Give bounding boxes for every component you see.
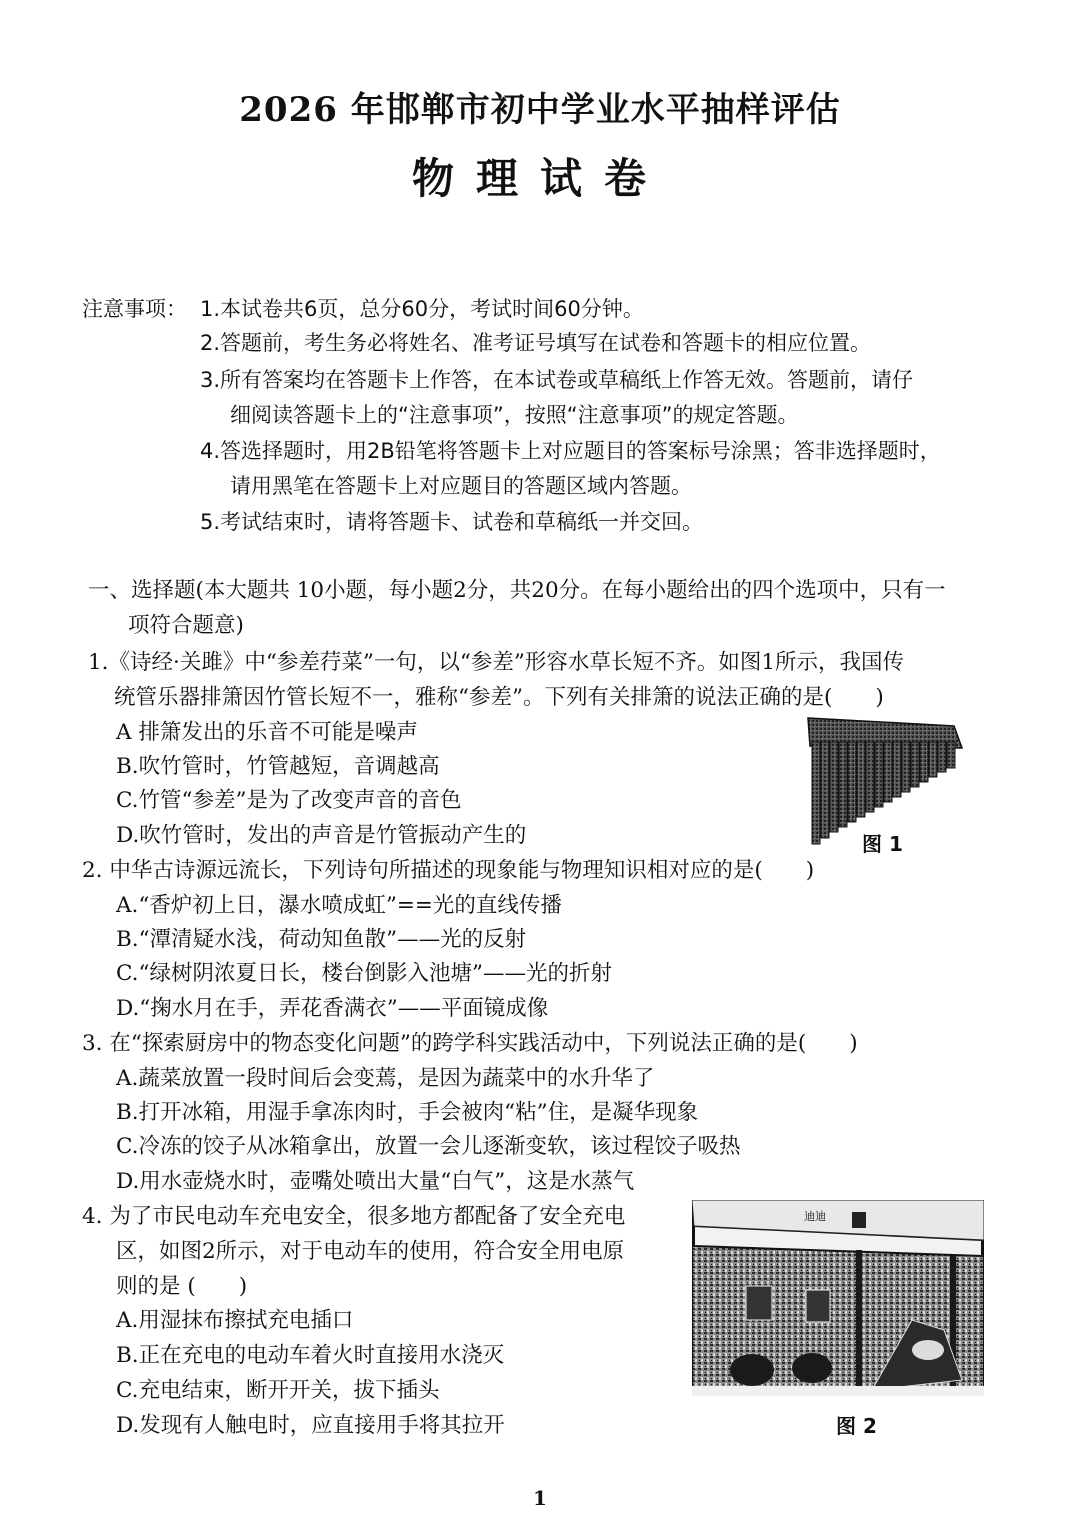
question-1-option-a: A 排箫发出的乐音不可能是噪声: [116, 720, 418, 745]
question-1-option-b: B.吹竹管时，竹管越短，音调越高: [116, 754, 440, 779]
notice-item-4-cont: 请用黑笔在答题卡上对应题目的答题区域内答题。: [230, 474, 692, 498]
page-number: 1: [533, 1486, 547, 1510]
section-heading-cont: 项符合题意): [128, 613, 244, 638]
exam-subject: 物理试卷: [411, 154, 668, 203]
question-4-stem-cont-1: 区，如图2所示，对于电动车的使用，符合安全用电原: [116, 1239, 625, 1264]
figure-1-caption: 图 1: [862, 832, 903, 856]
figure-2-caption: 图 2: [836, 1414, 877, 1438]
charging-station-figure: [692, 1200, 984, 1396]
exam-title: 2026 年邯郸市初中学业水平抽样评估: [239, 90, 841, 130]
question-4-option-a: A.用湿抹布擦拭充电插口: [116, 1308, 354, 1333]
question-3-stem: 3. 在“探索厨房中的物态变化问题”的跨学科实践活动中，下列说法正确的是( ): [82, 1031, 858, 1056]
question-4-stem: 4. 为了市民电动车充电安全，很多地方都配备了安全充电: [82, 1204, 626, 1229]
question-2-stem: 2. 中华古诗源远流长，下列诗句所描述的现象能与物理知识相对应的是( ): [82, 858, 815, 883]
question-2-option-d: D.“掬水月在手，弄花香满衣”——平面镜成像: [116, 996, 549, 1021]
question-3-option-c: C.冷冻的饺子从冰箱拿出，放置一会儿逐渐变软，该过程饺子吸热: [116, 1134, 741, 1159]
notice-item-5: 5.考试结束时，请将答题卡、试卷和草稿纸一并交回。: [200, 510, 704, 534]
question-2-option-a: A.“香炉初上日，瀑水喷成虹”==光的直线传播: [116, 893, 562, 918]
notice-item-3-cont: 细阅读答题卡上的“注意事项”，按照“注意事项”的规定答题。: [230, 403, 799, 427]
question-3-option-b: B.打开冰箱，用湿手拿冻肉时，手会被肉“粘”住，是凝华现象: [116, 1100, 699, 1125]
question-1-stem: 1.《诗经·关雎》中“参差荇菜”一句，以“参差”形容水草长短不齐。如图1所示，我国传: [88, 650, 904, 675]
question-3-option-d: D.用水壶烧水时，壶嘴处喷出大量“白气”，这是水蒸气: [116, 1169, 635, 1194]
notice-item-3: 3.所有答案均在答题卡上作答，在本试卷或草稿纸上作答无效。答题前，请仔: [200, 368, 914, 392]
figure-2-sign: 迪迪: [804, 1210, 826, 1223]
question-4-option-c: C.充电结束，断开开关，拔下插头: [116, 1378, 440, 1403]
question-2-option-c: C.“绿树阴浓夏日长，楼台倒影入池塘”——光的折射: [116, 961, 613, 986]
notice-item-1: 1.本试卷共6页，总分60分，考试时间60分钟。: [200, 297, 644, 321]
question-4-option-d: D.发现有人触电时，应直接用手将其拉开: [116, 1413, 505, 1438]
notice-item-2: 2.答题前，考生务必将姓名、准考证号填写在试卷和答题卡的相应位置。: [200, 331, 872, 355]
question-3-option-a: A.蔬菜放置一段时间后会变蔫，是因为蔬菜中的水升华了: [116, 1066, 655, 1091]
question-1-stem-cont: 统管乐器排箫因竹管长短不一，雅称“参差”。下列有关排箫的说法正确的是( ): [114, 685, 884, 710]
question-2-option-b: B.“潭清疑水浅，荷动知鱼散”——光的反射: [116, 927, 527, 952]
notice-label: 注意事项：: [82, 297, 187, 321]
section-heading: 一、选择题(本大题共 10小题，每小题2分，共20分。在每小题给出的四个选项中，只有一: [88, 578, 946, 603]
notice-item-4: 4.答选择题时，用2B铅笔将答题卡上对应题目的答案标号涂黑；答非选择题时，: [200, 439, 941, 463]
question-1-option-d: D.吹竹管时，发出的声音是竹管振动产生的: [116, 823, 527, 848]
question-1-option-c: C.竹管“参差”是为了改变声音的音色: [116, 788, 462, 813]
question-4-option-b: B.正在充电的电动车着火时直接用水浇灭: [116, 1343, 505, 1368]
question-4-stem-cont-2: 则的是 ( ): [116, 1274, 248, 1299]
